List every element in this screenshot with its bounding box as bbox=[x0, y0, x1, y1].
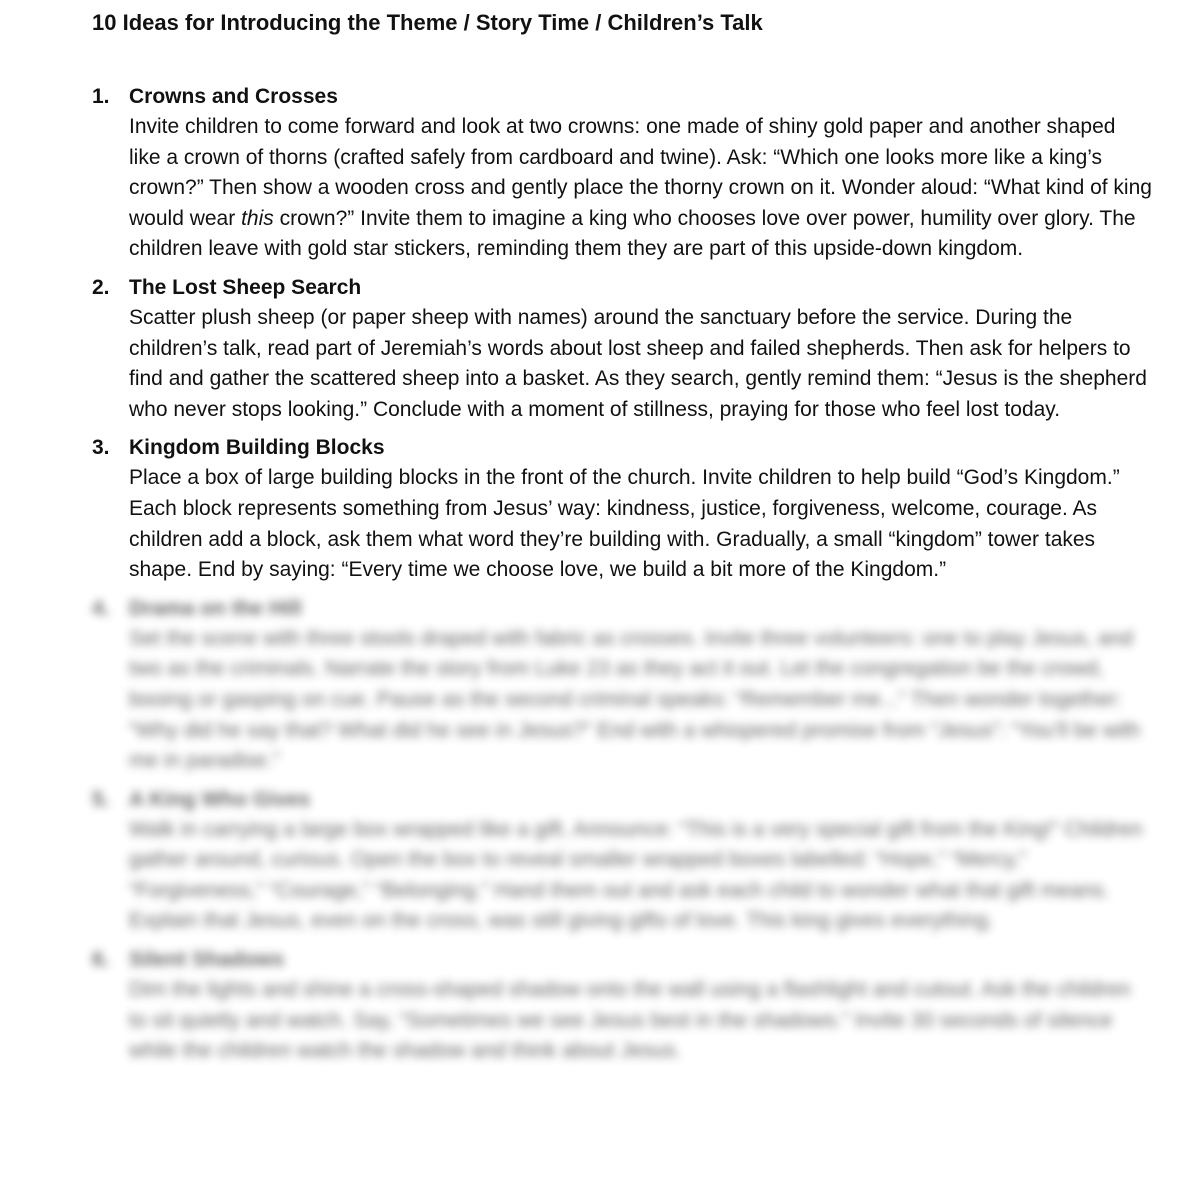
document-title: 10 Ideas for Introducing the Theme / Story Time / Children’s Talk bbox=[92, 10, 763, 35]
idea-body: Place a box of large building blocks in the front of the church. Invite children to help build “God’s Kingdom.” Each block represents something from Jesus’ way: kindness, justice, forgiveness, welcome, courage. As children add a block, ask them what word they’re building with. Gradually, a small “kingdom” tower takes shape. End by saying: “Every time we choose love, we build a bit more of the Kingdom.” bbox=[129, 466, 1120, 582]
idea-body bbox=[129, 112, 1152, 265]
idea-number: 5. bbox=[92, 787, 110, 811]
idea-item-4 bbox=[92, 594, 1152, 777]
idea-body: Set the scene with three stools draped with fabric as crosses. Invite three volunteers: one to play Jesus, and two as the criminals. Narrate the story from Luke 23 as they act it out. Let the congregation be the crowd, booing or gasping on cue. Pause as the second criminal speaks: “Remember me...” Then wonder together: “Why did he say that? What did he see in Jesus?” End with a whispered promise from “Jesus”: “You’ll be with me in paradise.” bbox=[129, 626, 1141, 773]
idea-number: 3. bbox=[92, 436, 110, 460]
idea-item-3 bbox=[92, 433, 1152, 585]
idea-heading: A King Who Gives bbox=[129, 787, 311, 811]
idea-body-text: crown?” Invite them to imagine a king who chooses love over power, humility over glory. The children leave with gold star stickers, reminding them they are part of this upside-down kingdom. bbox=[129, 206, 1136, 261]
idea-number: 1. bbox=[92, 85, 110, 108]
idea-heading: The Lost Sheep Search bbox=[129, 275, 362, 299]
idea-number: 4. bbox=[92, 596, 110, 620]
idea-item-6 bbox=[92, 945, 1152, 1067]
idea-body: Walk in carrying a large box wrapped like a gift. Announce: “This is a very special gift from the King!” Children gather around, curious. Open the box to reveal smaller wrapped boxes labelled: “Hope,” “Mercy,” “Forgiveness,” “Courage,” “Belonging.” Hand them out and ask each child to wonder what that gift means. Explain that Jesus, even on the cross, was still giving gifts of love. This king gives everything. bbox=[129, 817, 1143, 933]
idea-heading: Crowns and Crosses bbox=[129, 85, 338, 108]
idea-item-2 bbox=[92, 273, 1152, 425]
idea-item-1 bbox=[92, 82, 1152, 265]
idea-item-5 bbox=[92, 785, 1152, 937]
idea-body-text: Invite children to come forward and look at two crowns: one made of shiny gold paper and another shaped like a crown of thorns (crafted safely from cardboard and twine). Ask: “Which one looks more like a king’s crown?” Then show a wooden cross and gently place the thorny crown on it. Wonder aloud: “What kind of king would wear bbox=[129, 115, 1152, 230]
idea-heading: Kingdom Building Blocks bbox=[129, 436, 385, 460]
blurred-preview-section bbox=[92, 594, 1152, 1067]
idea-body: Scatter plush sheep (or paper sheep with names) around the sanctuary before the service. During the children’s talk, read part of Jeremiah’s words about lost sheep and failed shepherds. Then ask for helpers to find and gather the scattered sheep into a basket. As they search, gently remind them: “Jesus is the shepherd who never stops looking.” Conclude with a moment of stillness, praying for those who feel lost today. bbox=[129, 305, 1147, 421]
idea-body-italic: this bbox=[241, 206, 274, 230]
idea-number: 2. bbox=[92, 275, 110, 299]
idea-number: 6. bbox=[92, 948, 110, 972]
idea-heading: Silent Shadows bbox=[129, 948, 285, 972]
document-page bbox=[92, 8, 1152, 1075]
idea-heading: Drama on the Hill bbox=[129, 596, 302, 620]
idea-body: Dim the lights and shine a cross-shaped shadow onto the wall using a flashlight and cutout. Ask the children to sit quietly and watch. Say, “Sometimes we see Jesus best in the shadows.” Invite 30 seconds of silence while the children watch the shadow and think about Jesus. bbox=[129, 978, 1131, 1063]
